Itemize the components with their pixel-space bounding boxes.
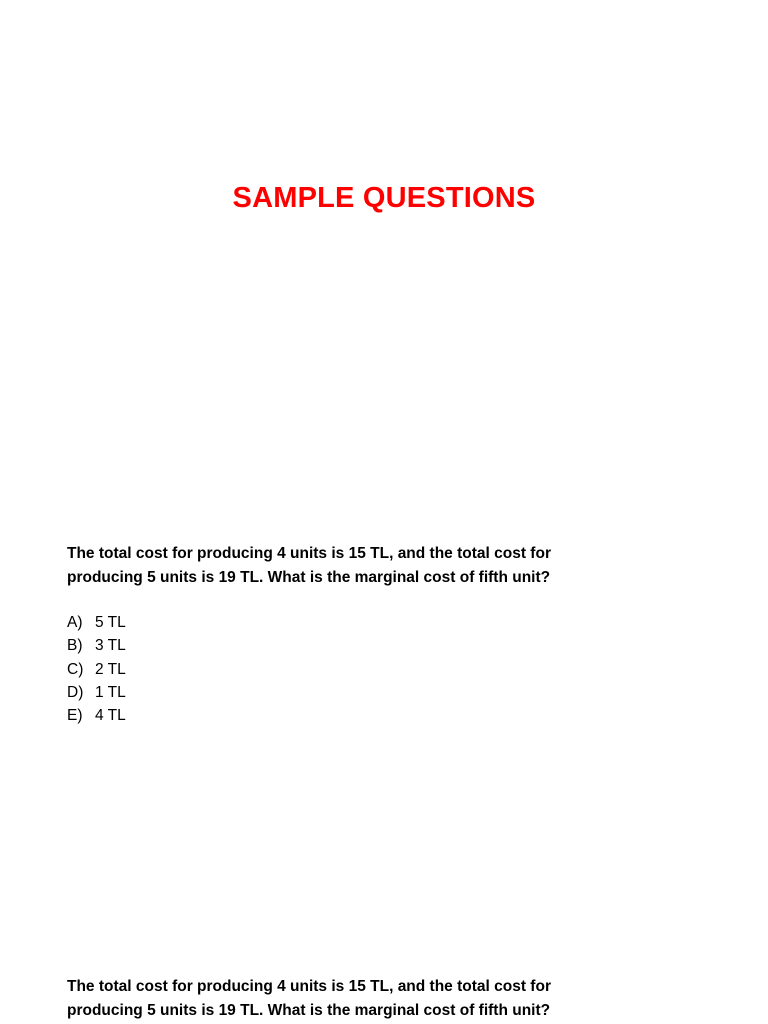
option-letter: A) [67,614,83,631]
option-text: 3 TL [95,637,126,655]
page-title: SAMPLE QUESTIONS [232,182,536,214]
answer-options-list [67,611,126,727]
answer-option-c [67,658,126,681]
answer-option-d [67,681,126,704]
option-text: 1 TL [95,683,126,701]
question-1-text: The total cost for producing 4 units is 15 TL, and the total cost for producing 5 units is 19 TL. What is the marginal cost of fifth unit? [67,545,551,586]
option-text: 2 TL [95,660,126,678]
answer-option-e [67,704,126,727]
answer-option-a [67,611,126,634]
option-letter: D) [67,683,84,701]
option-text: 5 TL [95,614,126,631]
question-2-text: The total cost for producing 4 units is 15 TL, and the total cost for producing 5 units is 19 TL. What is the marginal cost of fifth unit? [67,978,551,1019]
option-letter: C) [67,660,84,678]
option-text: 4 TL [95,707,126,725]
answer-option-b [67,634,126,657]
option-letter: B) [67,637,83,655]
option-letter: E) [67,707,83,725]
